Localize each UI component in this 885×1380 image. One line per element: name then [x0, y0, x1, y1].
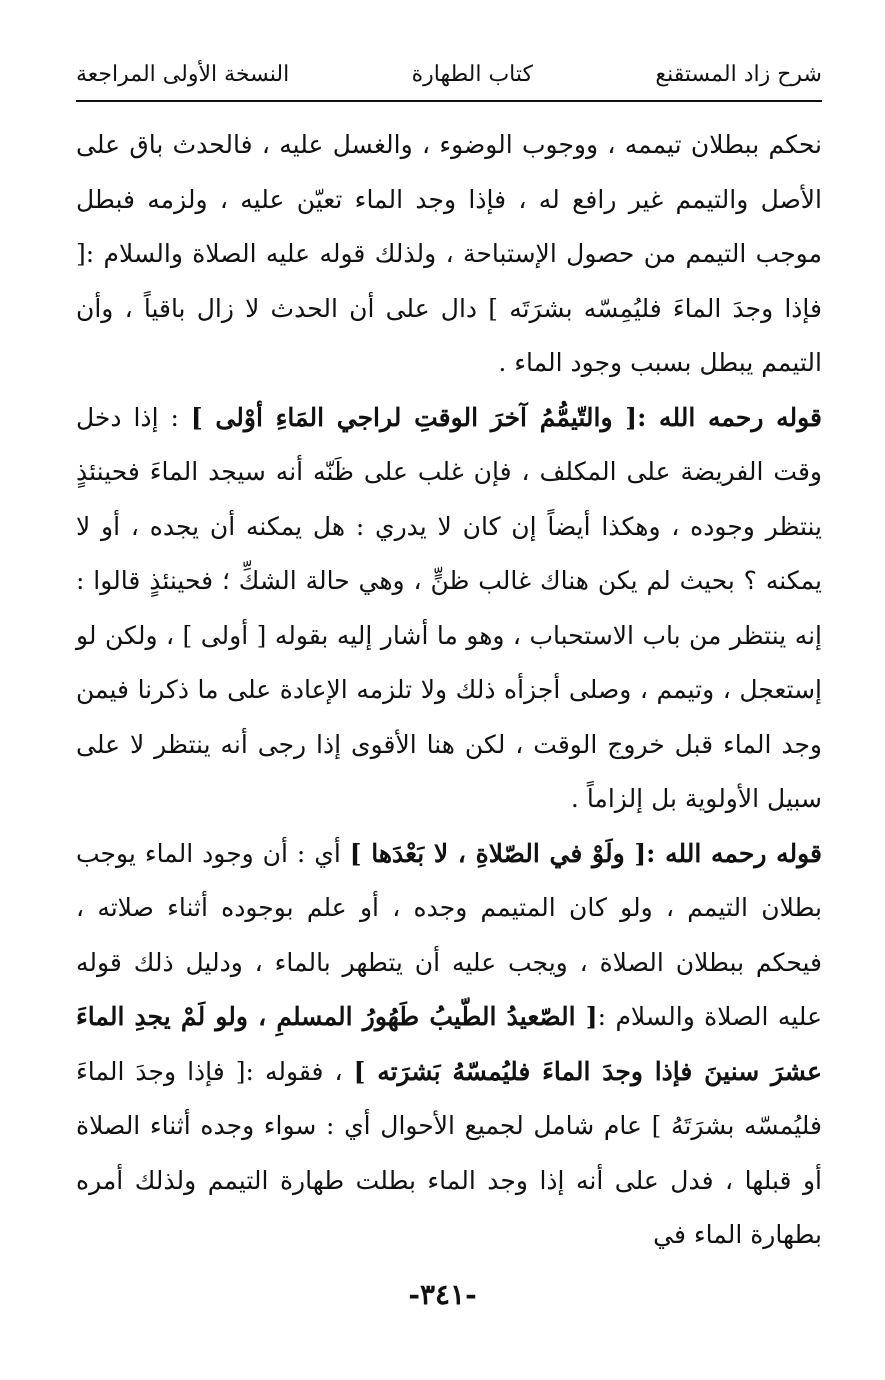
page-body — [76, 118, 822, 1263]
header-edition-note: النسخة الأولى المراجعة — [76, 61, 290, 87]
header-book-title: شرح زاد المستقنع — [655, 61, 822, 87]
paragraph — [76, 391, 822, 827]
page-number: -٣٤١- — [408, 1278, 477, 1311]
paragraph-text: نحكم ببطلان تيممه ، ووجوب الوضوء ، والغسل عليه ، فالحدث باق على الأصل والتيمم غير رافع له ، فإذا وجد الماء تعيّن عليه ، ولزمه فبطل موجب التيمم من حصول الإستباحة ، ولذلك قوله عليه الصلاة والسلام :[ فإذا وجدَ الماءَ فليُمِسّه بشرَتَه ] دال على أن الحدث لا زال باقياً ، وأن التيمم يبطل بسبب وجود الماء . — [76, 130, 822, 377]
hadith-quote: [ الصّعيدُ الطّيبُ طَهُورُ المسلمِ ، ولو لَمْ يجدِ الماءَ عشرَ سنينَ فإذا وجدَ الماءَ فليُمسّهُ بَشرَته ] — [76, 1002, 822, 1086]
quoted-matn: قوله رحمه الله :[ ولَوْ في الصّلاةِ ، لا بَعْدَها ] — [349, 838, 822, 868]
paragraph — [76, 118, 822, 391]
paragraph-text: أي : أن وجود الماء يوجب بطلان التيمم ، ولو كان المتيمم وجده ، أو علم بوجوده أثناء صلاته ، فيحكم ببطلان الصلاة ، ويجب عليه أن يتطهر بالماء ، ودليل ذلك قوله عليه الصلاة والسلام : — [76, 838, 822, 1031]
paragraph-text: ، فقوله :[ فإذا وجدَ الماءَ فليُمسّه بشرَتَهُ ] عام شامل لجميع الأحوال أي : سواء وجده أثناء الصلاة أو قبلها ، فدل على أنه إذا وجد الماء بطلت طهارة التيمم ولذلك أمره بطهارة الماء في — [76, 1056, 822, 1249]
running-header — [76, 52, 822, 96]
paragraph-text: : إذا دخل وقت الفريضة على المكلف ، فإن غلب على ظَنّه أنه سيجد الماءَ فحينئذٍ ينتظر وجوده ، وهكذا أيضاً إن كان لا يدري : هل يمكنه أن يجده ، أو لا يمكنه ؟ بحيث لم يكن هناك غالب ظنٍّ ، وهي حالة الشكِّ ؛ فحينئذٍ قالوا : إنه ينتظر من باب الاستحباب ، وهو ما أشار إليه بقوله [ أولى ] ، ولكن لو إستعجل ، وتيمم ، وصلى أجزأه ذلك ولا تلزمه الإعادة على ما ذكرنا فيمن وجد الماء قبل خروج الوقت ، لكن هنا الأقوى إذا رجى أنه ينتظر لا على سبيل الأولوية بل إلزاماً . — [76, 402, 822, 813]
quoted-matn: قوله رحمه الله :[ والتّيمُّمُ آخرَ الوقتِ لراجي المَاءِ أوْلى ] — [190, 402, 822, 432]
header-divider — [76, 100, 822, 102]
paragraph — [76, 827, 822, 1263]
header-chapter-title: كتاب الطهارة — [411, 61, 533, 87]
